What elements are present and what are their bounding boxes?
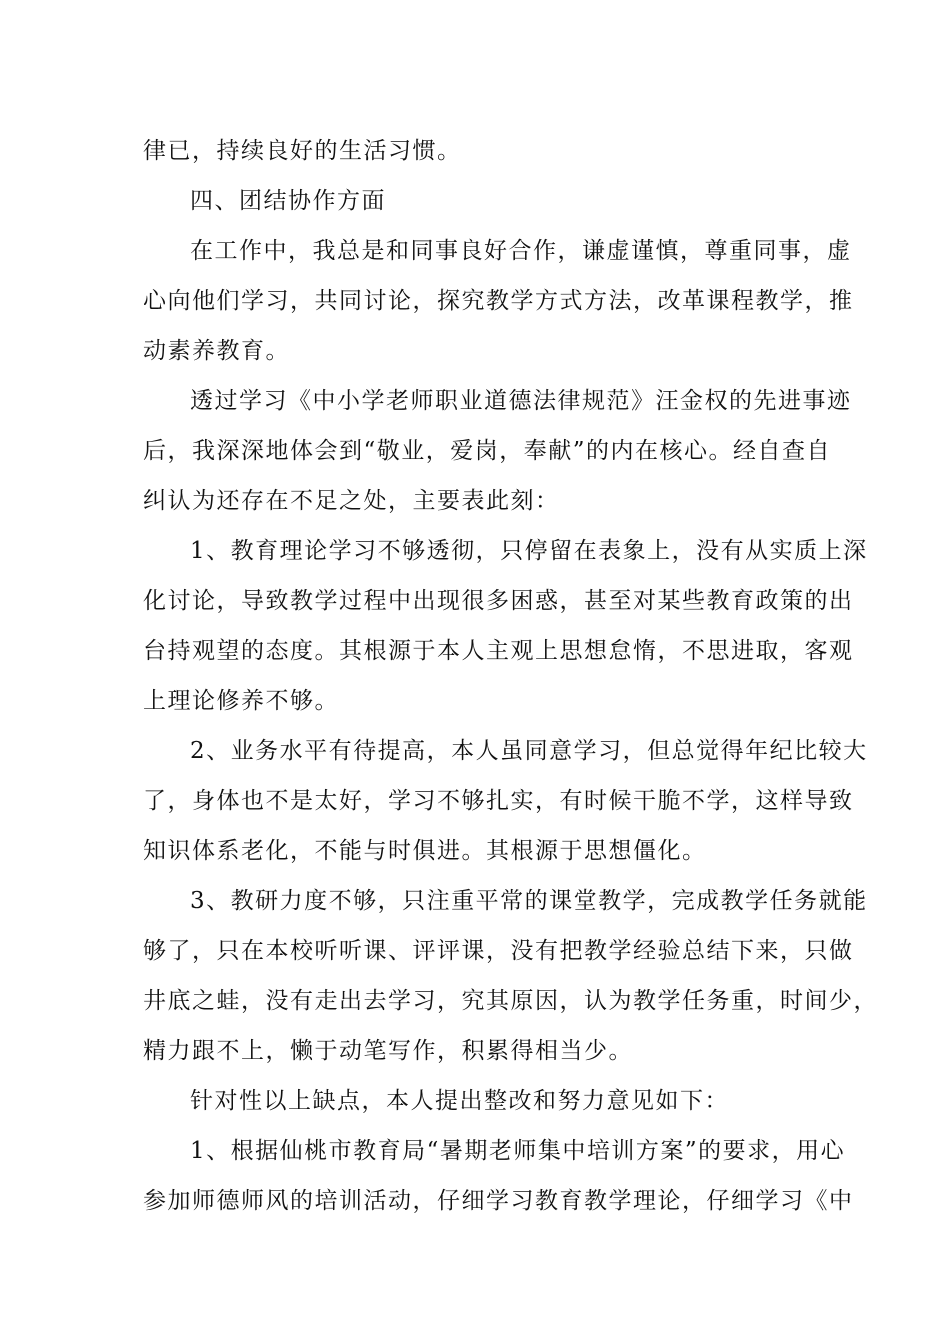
- text-line: 律已，持续良好的生活习惯。: [143, 138, 462, 164]
- text-line: 纠认为还存在不足之处，主要表此刻：: [143, 488, 560, 514]
- text-line: 够了，只在本校听听课、评评课，没有把教学经验总结下来，只做: [143, 938, 854, 964]
- text-line: 井底之蛙，没有走出去学习，究其原因，认为教学任务重，时间少，: [143, 988, 878, 1014]
- text-line: 透过学习《中小学老师职业道德法律规范》汪金权的先进事迹: [190, 388, 852, 414]
- text-line: 参加师德师风的培训活动，仔细学习教育教学理论，仔细学习《中: [143, 1188, 854, 1214]
- text-line: 精力跟不上，懒于动笔写作，积累得相当少。: [143, 1038, 633, 1064]
- text-line: 3、教研力度不够，只注重平常的课堂教学，完成教学任务就能: [190, 888, 868, 914]
- text-line: 动素养教育。: [143, 338, 290, 364]
- text-line: 心向他们学习，共同讨论，探究教学方式方法，改革课程教学，推: [143, 288, 854, 314]
- text-line: 后，我深深地体会到“敬业，爱岗，奉献”的内在核心。经自查自: [143, 438, 832, 464]
- text-line: 了，身体也不是太好，学习不够扎实，有时候干脆不学，这样导致: [143, 788, 854, 814]
- text-line: 针对性以上缺点，本人提出整改和努力意见如下：: [190, 1088, 729, 1114]
- text-line: 上理论修养不够。: [143, 688, 339, 714]
- text-line: 1、根据仙桃市教育局“暑期老师集中培训方案”的要求，用心: [190, 1138, 846, 1164]
- section-heading: 四、团结协作方面: [190, 188, 386, 214]
- text-line: 1、教育理论学习不够透彻，只停留在表象上，没有从实质上深: [190, 538, 868, 564]
- text-line: 2、业务水平有待提高，本人虽同意学习，但总觉得年纪比较大: [190, 738, 868, 764]
- text-line: 化讨论，导致教学过程中出现很多困惑，甚至对某些教育政策的出: [143, 588, 854, 614]
- text-line: 台持观望的态度。其根源于本人主观上思想怠惰，不思进取，客观: [143, 638, 854, 664]
- text-line: 知识体系老化，不能与时俱进。其根源于思想僵化。: [143, 838, 707, 864]
- text-line: 在工作中，我总是和同事良好合作，谦虚谨慎，尊重同事，虚: [190, 238, 852, 264]
